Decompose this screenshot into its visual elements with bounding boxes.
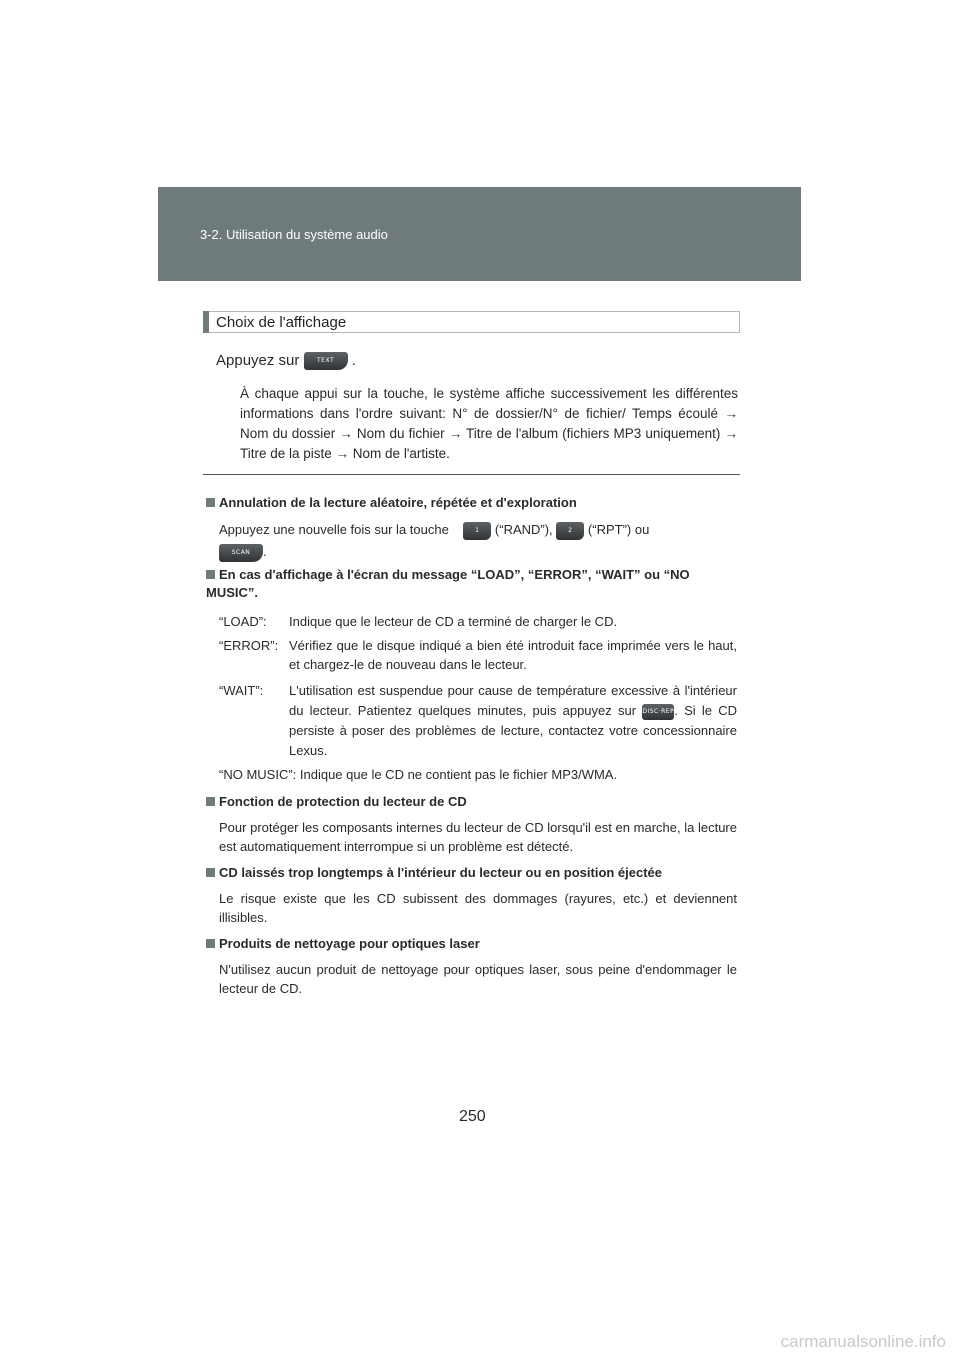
cleaning-heading-text: Produits de nettoyage pour optiques laser <box>219 936 480 951</box>
wait-code: “WAIT”: <box>219 683 264 698</box>
square-bullet-icon <box>206 868 215 877</box>
cleaning-heading <box>206 935 740 953</box>
instruction-line <box>216 352 356 370</box>
watermark: carmanualsonline.info <box>780 1332 946 1351</box>
disc-key-icon: DISC·REP <box>642 704 674 720</box>
wait-message <box>219 681 737 761</box>
section-heading-box <box>203 311 740 333</box>
wait-text-1: L'utilisation est suspendue pour cause de température excessive à l'intérieur du lecteur. Patientez quelques minutes, puis appuyez sur <box>289 683 737 718</box>
square-bullet-icon <box>206 797 215 806</box>
instruction-suffix: . <box>351 352 356 369</box>
square-bullet-icon <box>206 570 215 579</box>
chapter-title: 3-2. Utilisation du système audio <box>200 227 388 242</box>
page-number: 250 <box>459 1108 486 1125</box>
text-key-icon: TEXT <box>304 352 348 370</box>
cancel-body <box>219 519 737 563</box>
cancel-heading-text: Annulation de la lecture aléatoire, répétée et d'exploration <box>219 495 577 510</box>
square-bullet-icon <box>206 939 215 948</box>
load-message <box>219 612 737 631</box>
error-message <box>219 636 737 674</box>
instruction-prefix: Appuyez sur <box>216 352 300 369</box>
cancel-body-suffix: . <box>263 544 267 559</box>
cleaning-body: N'utilisez aucun produit de nettoyage pour optiques laser, sous peine d'endommager le lecteur de CD. <box>219 962 737 996</box>
chapter-header <box>158 187 801 281</box>
protection-heading-text: Fonction de protection du lecteur de CD <box>219 794 467 809</box>
rand-text: (“RAND”), <box>494 522 553 537</box>
load-code: “LOAD”: <box>219 614 267 629</box>
cancel-body-prefix: Appuyez une nouvelle fois sur la touche <box>219 522 449 537</box>
key-1-icon: 1 <box>463 522 491 540</box>
error-code: “ERROR”: <box>219 638 279 653</box>
wait-text <box>289 681 737 761</box>
error-text: Vérifiez que le disque indiqué a bien été introduit face imprimée vers le haut, et chargez-le de nouveau dans le lecteur. <box>289 638 737 672</box>
cancel-heading <box>206 494 740 512</box>
protection-heading <box>206 793 740 811</box>
nomusic-message: “NO MUSIC”: Indique que le CD ne contient pas le fichier MP3/WMA. <box>219 767 618 782</box>
square-bullet-icon <box>206 498 215 507</box>
rpt-text: (“RPT”) ou <box>587 522 650 537</box>
longtime-heading <box>206 864 740 882</box>
longtime-body: Le risque existe que les CD subissent des dommages (rayures, etc.) et deviennent illisibles. <box>219 891 737 925</box>
section-heading-bar <box>203 311 209 333</box>
wait-text-2: . Si le CD persiste à poser des problèmes de lecture, contactez votre concessionnaire Lexus. <box>289 703 737 758</box>
load-text: Indique que le lecteur de CD a terminé de charger le CD. <box>289 614 618 629</box>
protection-body: Pour protéger les composants internes du lecteur de CD lorsqu'il est en marche, la lecture est automatiquement interrompue si un problème est détecté. <box>219 820 737 854</box>
display-description: À chaque appui sur la touche, le système affiche successivement les différentes informations dans l'ordre suivant: N° de dossier/N° de fichier/ Temps écoulé → Nom du dossier → Nom du fichier → Titre de l'album (fichiers MP3 uniquement) → Titre de la piste → Nom de l'artiste. <box>240 386 738 461</box>
section-divider <box>203 474 740 475</box>
section-title: Choix de l'affichage <box>216 314 347 331</box>
scan-key-icon: SCAN <box>219 544 263 562</box>
longtime-heading-text: CD laissés trop longtemps à l'intérieur du lecteur ou en position éjectée <box>219 865 663 880</box>
messages-heading <box>206 566 740 602</box>
messages-heading-text: En cas d'affichage à l'écran du message “LOAD”, “ERROR”, “WAIT” ou “NO MUSIC”. <box>206 567 690 600</box>
key-2-icon: 2 <box>556 522 584 540</box>
